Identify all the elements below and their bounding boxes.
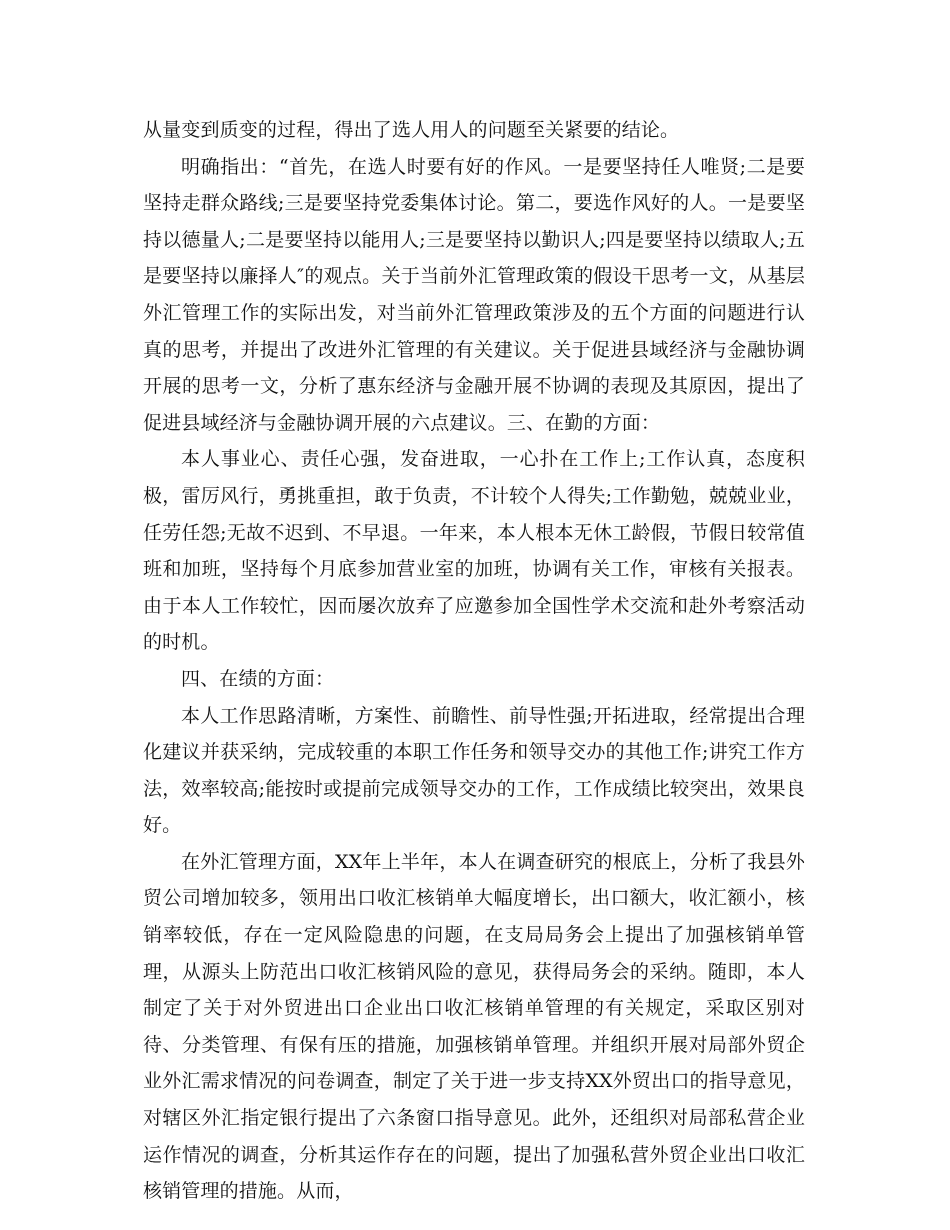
paragraph-3: 本人事业心、责任心强，发奋进取，一心扑在工作上;工作认真，态度积极，雷厉风行，勇挑重担，敢于负责，不计较个人得失;工作勤勉，兢兢业业，任劳任怨;无故不迟到、不早退。一年来，本人根本无休工龄假，节假日较常值班和加班，坚持每个月底参加营业室的加班，协调有关工作，审核有关报表。由于本人工作较忙，因而屡次放弃了应邀参加全国性学术交流和赴外考察活动的时机。 [143,448,805,654]
paragraph-1: 从量变到质变的过程，得出了选人用人的问题至关紧要的结论。 [143,119,680,141]
paragraph-6: 在外汇管理方面，XX年上半年，本人在调查研究的根底上，分析了我县外贸公司增加较多，领用出口收汇核销单大幅度增长，出口额大，收汇额小，核销率较低，存在一定风险隐患的问题，在支局局务会上提出了加强核销单管理，从源头上防范出口收汇核销风险的意见，获得局务会的采纳。随即，本人制定了关于对外贸进出口企业出口收汇核销单管理的有关规定，采取区别对待、分类管理、有保有压的措施，加强核销单管理。并组织开展对局部外贸企业外汇需求情况的问卷调查，制定了关于进一步支持XX外贸出口的指导意见，对辖区外汇指定银行提出了六条窗口指导意见。此外，还组织对局部私营企业运作情况的调查，分析其运作存在的问题，提出了加强私营外贸企业出口收汇核销管理的措施。从而， [143,850,805,1203]
paragraph-5: 本人工作思路清晰，方案性、前瞻性、前导性强;开拓进取，经常提出合理化建议并获采纳，完成较重的本职工作任务和领导交办的其他工作;讲究工作方法，效率较高;能按时或提前完成领导交办的工作，工作成绩比较突出，效果良好。 [143,704,805,837]
paragraph-4: 四、在绩的方面： [181,667,335,690]
document-body [143,112,805,1210]
paragraph-2: 明确指出：“首先，在选人时要有好的作风。一是要坚持任人唯贤;二是要坚持走群众路线;三是要坚持党委集体讨论。第二，要选作风好的人。一是要坚持以德量人;二是要坚持以能用人;三是要坚持以勤识人;四是要坚持以绩取人;五是要坚持以廉择人″的观点。关于当前外汇管理政策的假设干思考一文，从基层外汇管理工作的实际出发，对当前外汇管理政策涉及的五个方面的问题进行认真的思考，并提出了改进外汇管理的有关建议。关于促进县域经济与金融协调开展的思考一文，分析了惠东经济与金融开展不协调的表现及其原因，提出了促进县域经济与金融协调开展的六点建议。三、在勤的方面： [143,155,805,434]
